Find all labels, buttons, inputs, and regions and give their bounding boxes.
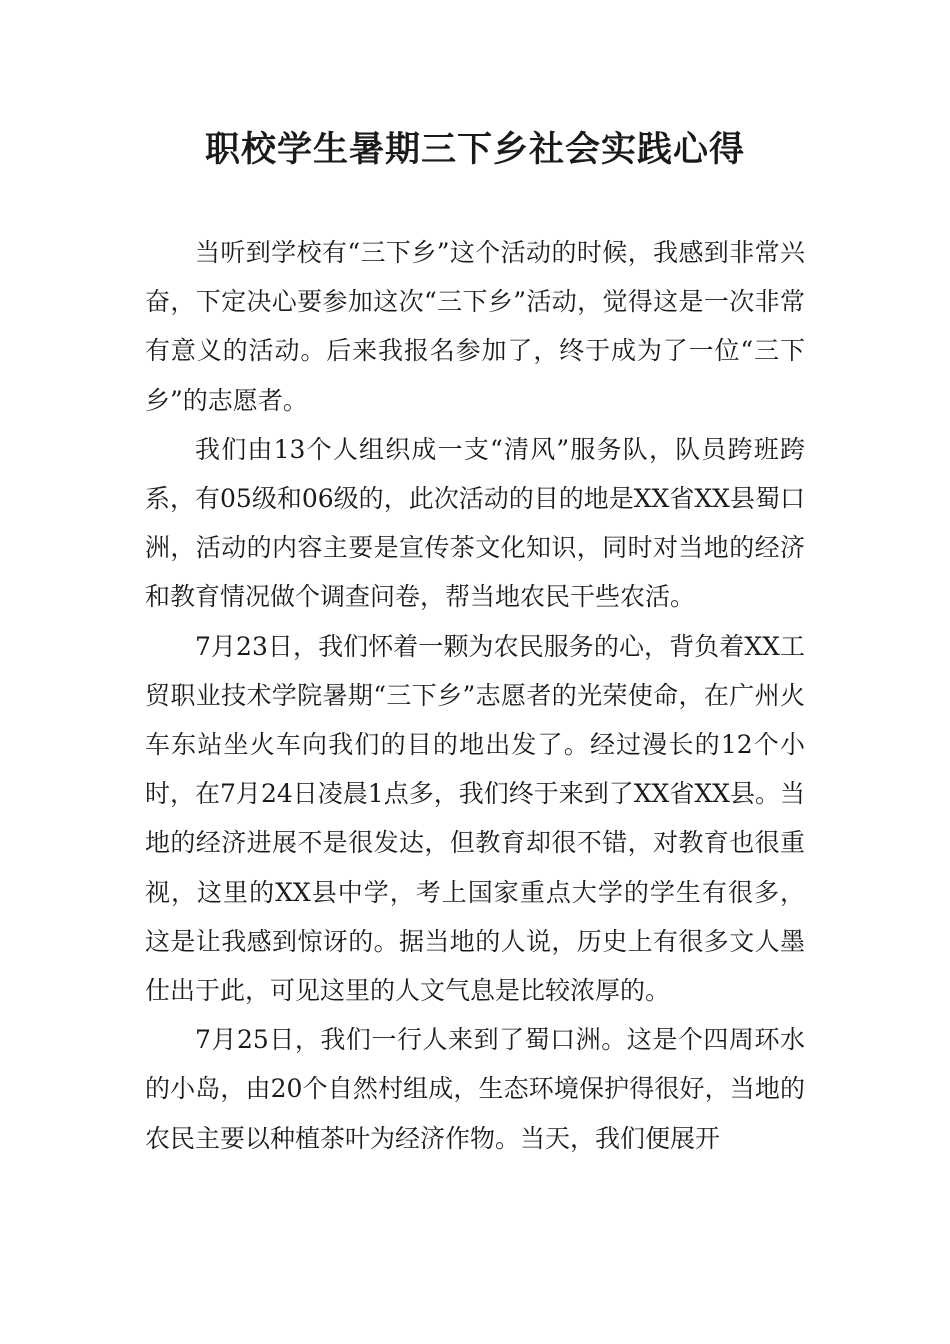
- paragraph-4: 7月25日，我们一行人来到了蜀口洲。这是个四周环水的小岛，由20个自然村组成，生态环境保护得很好，当地的农民主要以种植茶叶为经济作物。当天，我们便展开: [145, 1025, 805, 1153]
- paragraph-2: 我们由13个人组织成一支“清风”服务队，队员跨班跨系，有05级和06级的，此次活动的目的地是XX省XX县蜀口洲，活动的内容主要是宣传茶文化知识，同时对当地的经济和教育情况做个调查问卷，帮当地农民干些农活。: [145, 434, 805, 612]
- document-body: [145, 228, 805, 1163]
- paragraph-3: 7月23日，我们怀着一颗为农民服务的心，背负着XX工贸职业技术学院暑期“三下乡”志愿者的光荣使命，在广州火车东站坐火车向我们的目的地出发了。经过漫长的12个小时，在7月24日凌晨1点多，我们终于来到了XX省XX县。当地的经济进展不是很发达，但教育却很不错，对教育也很重视，这里的XX县中学，考上国家重点大学的学生有很多，这是让我感到惊讶的。据当地的人说，历史上有很多文人墨仕出于此，可见这里的人文气息是比较浓厚的。: [145, 631, 805, 1006]
- document-title: 职校学生暑期三下乡社会实践心得: [204, 130, 745, 170]
- paragraph-1: 当听到学校有“三下乡”这个活动的时候，我感到非常兴奋，下定决心要参加这次“三下乡”活动，觉得这是一次非常有意义的活动。后来我报名参加了，终于成为了一位“三下乡”的志愿者。: [145, 238, 805, 415]
